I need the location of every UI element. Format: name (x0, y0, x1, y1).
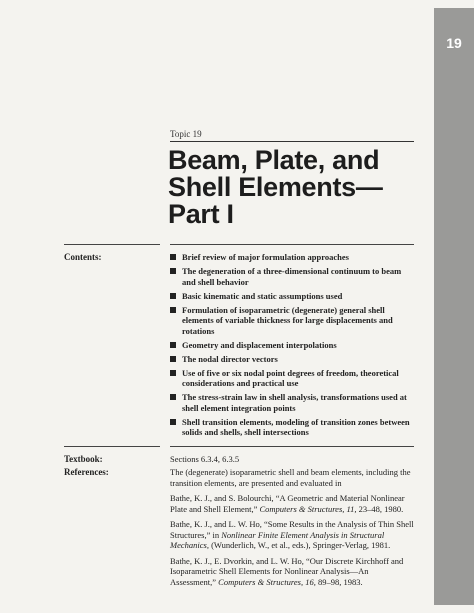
references-label: References: (64, 467, 109, 477)
list-item-text: Geometry and displacement interpolations (182, 339, 337, 350)
contents-divider-left (64, 244, 160, 245)
references-list (170, 467, 416, 592)
square-bullet-icon (170, 254, 176, 260)
square-bullet-icon (170, 356, 176, 362)
textbook-label: Textbook: (64, 454, 103, 464)
references-intro: The (degenerate) isoparametric shell and beam elements, including the transition elements, are presented and evaluated in (170, 467, 411, 488)
title-line: Part I (168, 199, 234, 229)
list-item (170, 305, 414, 337)
list-item-text: The nodal director vectors (182, 353, 278, 364)
square-bullet-icon (170, 307, 176, 313)
reference-entry: Bathe, K. J., and L. W. Ho, “Some Results in the Analysis of Thin Shell Structures,” in Nonlinear Finite Element Analysis in Structural Mechanics, (Wunderlich, W., et al., eds.), Springer-Verlag, 1981. (170, 519, 414, 550)
square-bullet-icon (170, 268, 176, 274)
square-bullet-icon (170, 342, 176, 348)
page-title (168, 147, 430, 228)
chapter-number: 19 (446, 35, 462, 51)
square-bullet-icon (170, 370, 176, 376)
contents-label: Contents: (64, 252, 102, 262)
list-item-text: The stress-strain law in shell analysis, transformations used at shell element integration points (182, 392, 407, 413)
topic-label: Topic 19 (170, 129, 202, 139)
list-item-text: Use of five or six nodal point degrees of freedom, theoretical considerations and practical use (182, 367, 399, 388)
contents-list (170, 252, 414, 441)
list-item (170, 291, 414, 302)
title-line: Shell Elements— (168, 172, 383, 202)
textbook-sections: Sections 6.3.4, 6.3.5 (170, 454, 240, 464)
list-item-text: Basic kinematic and static assumptions used (182, 290, 343, 301)
chapter-tab (434, 8, 474, 605)
title-line: Beam, Plate, and (168, 145, 380, 175)
list-item-text: Formulation of isoparametric (degenerate) general shell elements of variable thickness for large displacements and rotations (182, 304, 393, 336)
list-item-text: Shell transition elements, modeling of transition zones between solids and shells, shell intersections (182, 416, 410, 437)
textbook-divider-left (64, 446, 160, 447)
list-item (170, 354, 414, 365)
list-item (170, 392, 414, 413)
square-bullet-icon (170, 419, 176, 425)
reference-entry: Bathe, K. J., and S. Bolourchi, “A Geometric and Material Nonlinear Plate and Shell Element,” Computers & Structures, 11, 23–48, 1980. (170, 493, 405, 514)
square-bullet-icon (170, 394, 176, 400)
topic-divider (170, 141, 414, 142)
list-item (170, 368, 414, 389)
textbook-divider-right (170, 446, 414, 447)
list-item (170, 417, 414, 438)
list-item (170, 340, 414, 351)
reference-entry: Bathe, K. J., E. Dvorkin, and L. W. Ho, “Our Discrete Kirchhoff and Isoparametric Shell Elements for Nonlinear Analysis—An Assessment,” Computers & Structures, 16, 89–98, 1983. (170, 555, 404, 587)
list-item (170, 252, 414, 263)
contents-divider-right (170, 244, 414, 245)
list-item (170, 266, 414, 287)
square-bullet-icon (170, 293, 176, 299)
list-item-text: The degeneration of a three-dimensional continuum to beam and shell behavior (182, 266, 402, 287)
list-item-text: Brief review of major formulation approaches (182, 252, 349, 262)
